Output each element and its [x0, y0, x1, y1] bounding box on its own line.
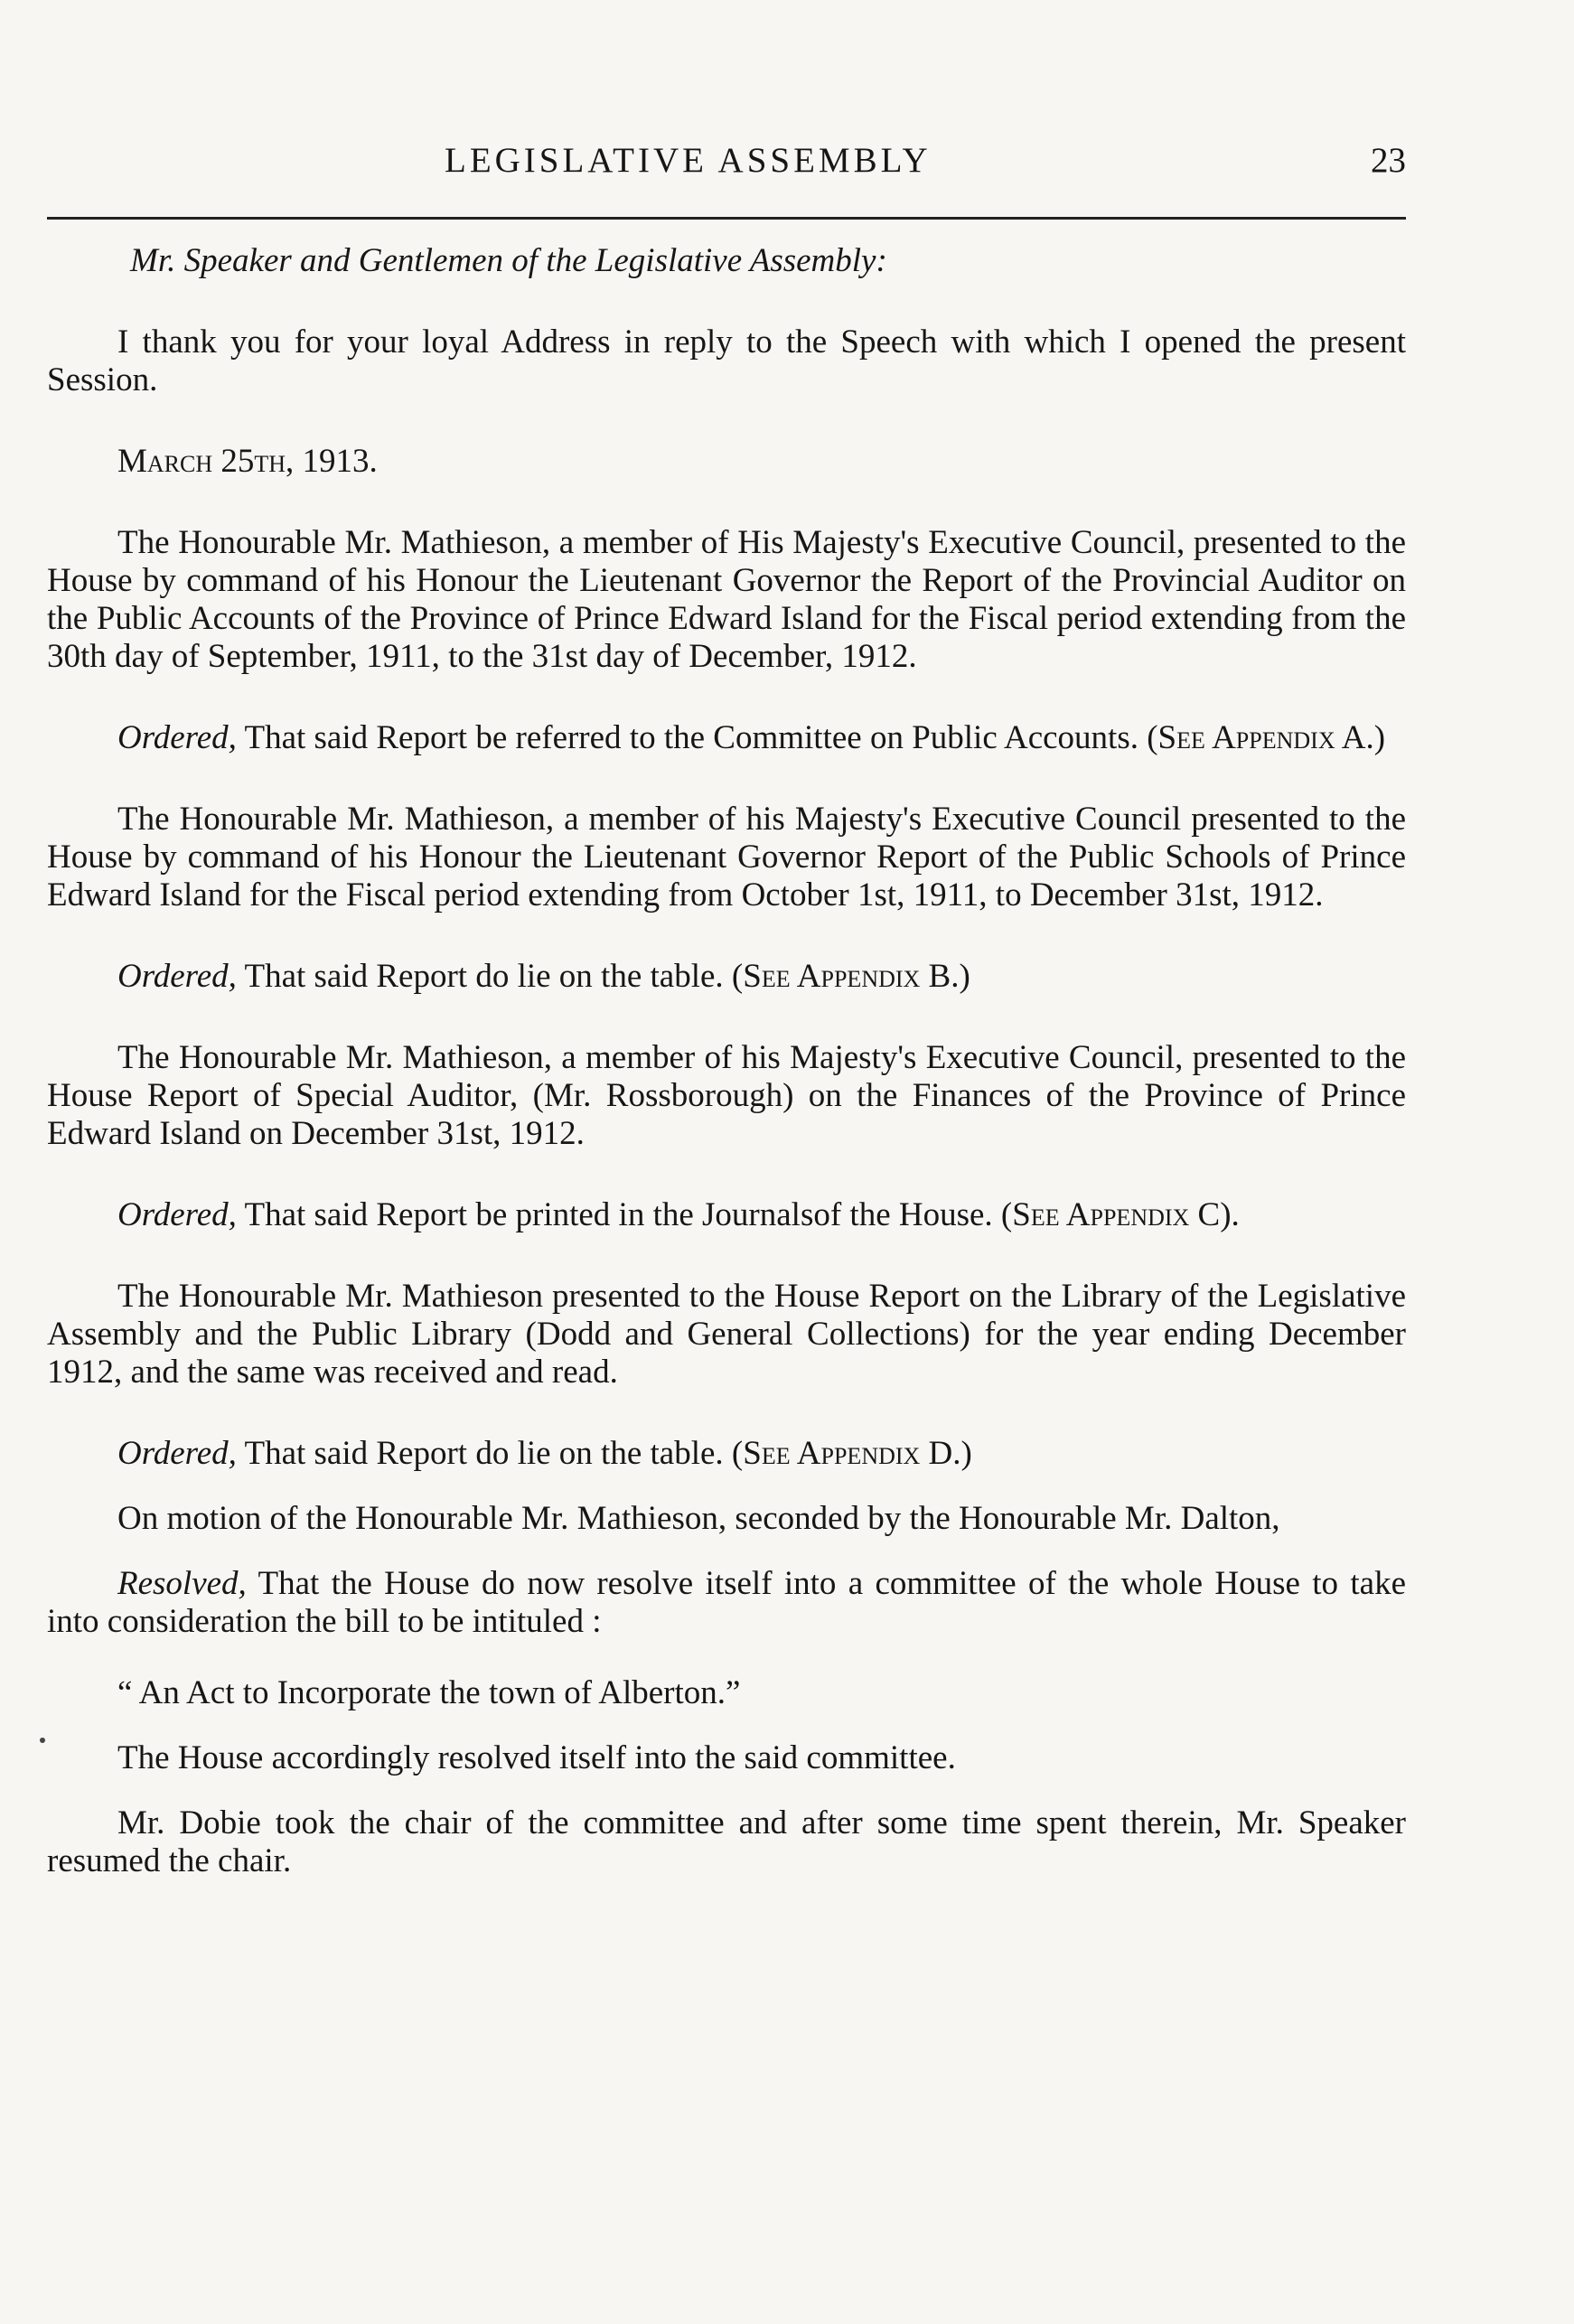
motion-paragraph: On motion of the Honourable Mr. Mathieson, seconded by the Honourable Mr. Dalton, [117, 1500, 1280, 1537]
page-body [47, 242, 1406, 1880]
ordered-label: Ordered, [117, 719, 237, 756]
ordered-text: That said Report be referred to the Committee on Public Accounts. [244, 719, 1138, 756]
salutation: Mr. Speaker and Gentlemen of the Legislative Assembly: [130, 242, 887, 279]
ordered-text: That said Report do lie on the table. [244, 1435, 724, 1472]
ordered-text: That said Report do lie on the table. [244, 958, 724, 995]
appendix-reference: (See Appendix A.) [1147, 719, 1386, 756]
ordered-label: Ordered, [117, 1435, 237, 1472]
margin-dot [40, 1738, 45, 1743]
resolved-label: Resolved, [117, 1565, 247, 1602]
ordered-d-paragraph [47, 1435, 1406, 1473]
ordered-label: Ordered, [117, 1196, 237, 1233]
bill-title: “ An Act to Incorporate the town of Alberton.” [117, 1674, 741, 1711]
special-auditor-paragraph: The Honourable Mr. Mathieson, a member of his Majesty's Executive Council, presented to the House Report of Special Auditor, (Mr. Rossborough) on the Finances of the Province of Prince Edward Island on December 31st, 1912. [47, 1039, 1406, 1152]
ordered-a-paragraph [47, 719, 1406, 757]
library-report-paragraph: The Honourable Mr. Mathieson presented to the House Report on the Library of the Legislative Assembly and the Public Library (Dodd and General Collections) for the year ending December 1912, and the same was received and read. [47, 1278, 1406, 1391]
committee-paragraph: The House accordingly resolved itself into the said committee. [117, 1739, 956, 1776]
ordered-label: Ordered, [117, 958, 237, 995]
resolved-paragraph [47, 1565, 1406, 1641]
page-header [47, 140, 1406, 194]
appendix-reference: (See Appendix D.) [731, 1435, 972, 1472]
resolved-text: That the House do now resolve itself into a committee of the whole House to take into consideration the bill to be intituled : [47, 1565, 1406, 1640]
schools-report-paragraph: The Honourable Mr. Mathieson, a member of his Majesty's Executive Council presented to the House by command of his Honour the Lieutenant Governor Report of the Public Schools of Prince Edward Island for the Fiscal period extending from October 1st, 1911, to December 31st, 1912. [47, 801, 1406, 914]
chair-paragraph: Mr. Dobie took the chair of the committee and after some time spent therein, Mr. Speaker resumed the chair. [47, 1804, 1406, 1879]
appendix-reference: (See Appendix B.) [731, 958, 970, 995]
auditor-report-paragraph: The Honourable Mr. Mathieson, a member of His Majesty's Executive Council, presented to the House by command of his Honour the Lieutenant Governor the Report of the Provincial Auditor on the Public Accounts of the Province of Prince Edward Island for the Fiscal period extending from the 30th day of September, 1911, to the 31st day of December, 1912. [47, 524, 1406, 675]
appendix-reference: (See Appendix C). [1000, 1196, 1240, 1233]
date-line: March 25th, 1913. [117, 443, 378, 480]
running-head: LEGISLATIVE ASSEMBLY [445, 141, 932, 180]
reply-paragraph: I thank you for your loyal Address in reply to the Speech with which I opened the present Session. [47, 323, 1406, 398]
ordered-c-paragraph [47, 1196, 1406, 1234]
page-number: 23 [1371, 141, 1406, 180]
ordered-b-paragraph [47, 958, 1406, 996]
header-rule [47, 217, 1406, 220]
ordered-text: That said Report be printed in the Journalsof the House. [244, 1196, 993, 1233]
